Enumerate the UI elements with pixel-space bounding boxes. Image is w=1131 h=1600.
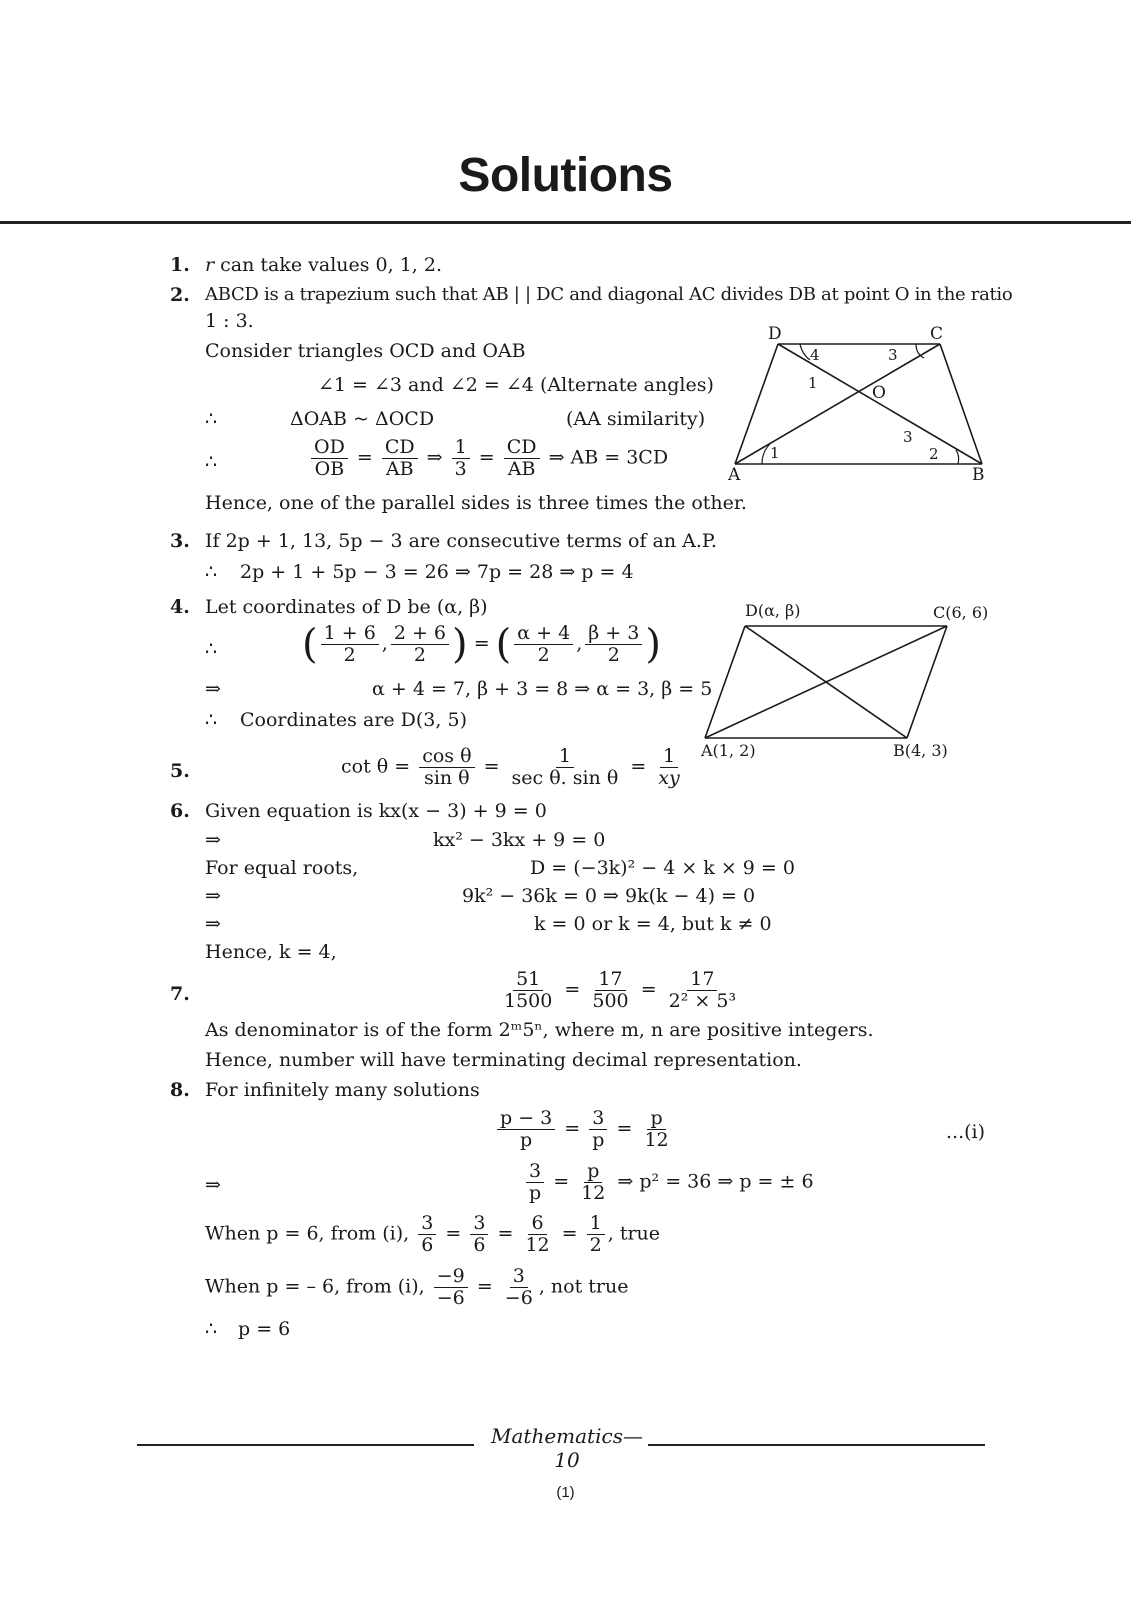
footer-rule-left xyxy=(137,1444,474,1446)
q8-equation-i: $\frac{p - 3}{p}$ = $\frac{3}{p}$ = $\frac{p}{12}$ xyxy=(494,1108,675,1151)
label-c: C xyxy=(930,324,944,344)
q4-number: 4. xyxy=(170,596,190,618)
angle-4: 4 xyxy=(810,346,820,364)
q2-angles: ∠1 = ∠3 and ∠2 = ∠4 xyxy=(318,374,534,396)
q8-number: 8. xyxy=(170,1079,190,1101)
diagonal-bd xyxy=(745,626,907,738)
label-a: A xyxy=(728,465,741,485)
label-o: O xyxy=(872,383,886,403)
therefore-symbol: ∴ xyxy=(205,408,218,430)
q2-conclusion: Hence, one of the parallel sides is three times the other. xyxy=(205,492,747,514)
fraction: $\frac{CD}{AB}$ xyxy=(504,437,540,480)
q6-line2: kx² − 3kx + 9 = 0 xyxy=(433,829,606,851)
q8-derivation: $\frac{3}{p}$ = $\frac{p}{12}$ ⇒ p² = 36 ⇒ p = ± 6 xyxy=(523,1161,814,1204)
q2-result: AB = 3CD xyxy=(570,446,669,469)
fraction: $\frac{CD}{AB}$ xyxy=(382,437,418,480)
q8-line1: For infinitely many solutions xyxy=(205,1079,480,1101)
equation-tag: ...(i) xyxy=(946,1121,986,1143)
fraction: $\frac{2 + 6}{2}$ xyxy=(391,623,449,666)
q8-case-negative: When p = – 6, from (i), $\frac{-9}{-6}$ = $\frac{3}{-6}$ , not true xyxy=(205,1265,629,1309)
q4-midpoint-equation: ( $\frac{1 + 6}{2}$ , $\frac{2 + 6}{2}$ ) = ( $\frac{\alpha + 4}{2}$ , $\frac{\beta + 3}{2}$ ) xyxy=(302,621,661,668)
q2-similar: ΔOAB ~ ΔOCD xyxy=(290,408,435,430)
therefore-symbol: ∴ xyxy=(205,709,218,731)
q2-number: 2. xyxy=(170,284,190,306)
label-b: B xyxy=(972,465,985,485)
title-divider xyxy=(0,221,1131,224)
fraction: $\frac{1 + 6}{2}$ xyxy=(321,623,379,666)
side-bc xyxy=(940,344,982,464)
label-d: D(α, β) xyxy=(745,601,801,620)
q7-line2: As denominator is of the form 2ᵐ5ⁿ, where m, n are positive integers. xyxy=(205,1019,874,1041)
angle-arc xyxy=(916,344,924,358)
angle-arc xyxy=(956,450,959,464)
therefore-symbol: ∴ xyxy=(205,561,218,583)
q2-line2: 1 : 3. xyxy=(205,310,254,332)
q2-ratio-equation: $\frac{OD}{OB}$ = $\frac{CD}{AB}$ ⇒ $\frac{1}{3}$ = $\frac{CD}{AB}$ ⇒ AB = 3CD xyxy=(308,437,668,480)
q7-line3: Hence, number will have terminating decimal representation. xyxy=(205,1049,802,1071)
q1-body: can take values 0, 1, 2. xyxy=(220,254,443,276)
implies-symbol: ⇒ xyxy=(205,1174,221,1196)
q1-number: 1. xyxy=(170,254,190,276)
fraction: $\frac{p}{12}$ xyxy=(644,1107,669,1151)
q3-number: 3. xyxy=(170,530,190,552)
q2-angles-reason: (Alternate angles) xyxy=(540,374,714,396)
angle-3: 3 xyxy=(888,346,898,364)
q2-line3: Consider triangles OCD and OAB xyxy=(205,340,526,362)
fraction: $\frac{3}{6}$ xyxy=(470,1213,488,1256)
q5-number: 5. xyxy=(170,760,190,782)
fraction: $\frac{3}{p}$ xyxy=(526,1161,544,1204)
footer-title: Mathematics—10 xyxy=(491,1424,643,1472)
fraction: $\frac{3}{6}$ xyxy=(418,1213,436,1256)
page-number: (1) xyxy=(556,1484,575,1501)
side-ad xyxy=(705,626,745,738)
fraction: $\frac{\beta + 3}{2}$ xyxy=(585,623,642,666)
implies-symbol: ⇒ xyxy=(205,829,221,851)
q4-line3: α + 4 = 7, β + 3 = 8 ⇒ α = 3, β = 5 xyxy=(372,678,713,700)
q7-number: 7. xyxy=(170,983,190,1005)
angle-2: 2 xyxy=(929,445,939,463)
fraction: $\frac{1}{2}$ xyxy=(587,1213,605,1256)
q8-final: p = 6 xyxy=(238,1318,291,1340)
side-bc xyxy=(907,626,947,738)
q6-line1: Given equation is kx(x − 3) + 9 = 0 xyxy=(205,800,547,822)
q8-case-positive: When p = 6, from (i), $\frac{3}{6}$ = $\frac{3}{6}$ = $\frac{6}{12}$ = $\frac{1}{2}$ , true xyxy=(205,1212,661,1256)
fraction: $\frac{-9}{-6}$ xyxy=(434,1266,468,1309)
fraction: $\frac{3}{p}$ xyxy=(589,1108,607,1151)
q6-line3-equation: D = (−3k)² − 4 × k × 9 = 0 xyxy=(530,857,795,879)
trapezium-figure xyxy=(720,322,1000,492)
angle-1: 1 xyxy=(770,444,780,462)
fraction: $\frac{51}{1500}$ xyxy=(504,968,553,1012)
therefore-symbol: ∴ xyxy=(205,1318,218,1340)
label-a: A(1, 2) xyxy=(701,741,756,760)
diagonal-bd xyxy=(778,344,982,464)
q6-number: 6. xyxy=(170,800,190,822)
fraction: $\frac{\text{cos θ}}{\text{sin θ}}$ xyxy=(419,746,474,789)
q4-line1: Let coordinates of D be (α, β) xyxy=(205,596,488,618)
q6-line4: 9k² − 36k = 0 ⇒ 9k(k − 4) = 0 xyxy=(462,885,756,907)
fraction: $\frac{1}{3}$ xyxy=(452,437,470,480)
fraction: $\frac{1}{\text{sec θ. sin θ}}$ xyxy=(511,745,619,789)
q3-line2: 2p + 1 + 5p − 3 = 26 ⇒ 7p = 28 ⇒ p = 4 xyxy=(240,561,634,583)
fraction: $\frac{6}{12}$ xyxy=(525,1212,550,1256)
q6-line5: k = 0 or k = 4, but k ≠ 0 xyxy=(534,913,772,935)
q2-similar-reason: (AA similarity) xyxy=(566,408,706,430)
fraction: $\frac{OD}{OB}$ xyxy=(311,437,348,480)
footer-rule-right xyxy=(648,1444,985,1446)
page-title: Solutions xyxy=(458,149,673,202)
fraction: $\frac{3}{-6}$ xyxy=(504,1265,533,1309)
fraction: $\frac{p}{12}$ xyxy=(581,1160,606,1204)
angle-3-lower: 3 xyxy=(903,428,913,446)
q2-line1: ABCD is a trapezium such that AB | | DC and diagonal AC divides DB at point O in the ratio xyxy=(205,284,1013,305)
implies-symbol: ⇒ xyxy=(205,913,221,935)
q6-line6: Hence, k = 4, xyxy=(205,941,337,963)
therefore-symbol: ∴ xyxy=(205,451,218,473)
fraction: $\frac{1}{xy}$ xyxy=(658,745,680,789)
label-d: D xyxy=(768,324,782,344)
fraction: $\frac{17}{500}$ xyxy=(592,968,629,1012)
implies-symbol: ⇒ xyxy=(205,678,221,700)
fraction: $\frac{\alpha + 4}{2}$ xyxy=(514,623,573,666)
q4-line4: Coordinates are D(3, 5) xyxy=(240,709,467,731)
label-b: B(4, 3) xyxy=(893,741,948,760)
q3-line1: If 2p + 1, 13, 5p − 3 are consecutive terms of an A.P. xyxy=(205,530,717,552)
parallelogram-figure xyxy=(695,598,1005,763)
q6-line3-label: For equal roots, xyxy=(205,857,359,879)
q1-var: r xyxy=(205,254,215,276)
q1-text xyxy=(205,253,442,277)
label-c: C(6, 6) xyxy=(933,603,989,622)
q5-equation: cot θ = $\frac{\text{cos θ}}{\text{sin θ}}$ = $\frac{1}{\text{sec θ. sin θ}}$ = $\frac{1}{xy}$ xyxy=(341,746,686,789)
q7-equation: $\frac{51}{1500}$ = $\frac{17}{500}$ = $\frac{17}{\text{2² × 5³}}$ xyxy=(498,969,742,1012)
fraction: $\frac{17}{\text{2² × 5³}}$ xyxy=(668,968,737,1012)
implies-symbol: ⇒ xyxy=(205,885,221,907)
therefore-symbol: ∴ xyxy=(205,638,218,660)
angle-1-top: 1 xyxy=(808,374,818,392)
diagonal-ac xyxy=(735,344,940,464)
fraction: $\frac{p - 3}{p}$ xyxy=(497,1108,555,1151)
